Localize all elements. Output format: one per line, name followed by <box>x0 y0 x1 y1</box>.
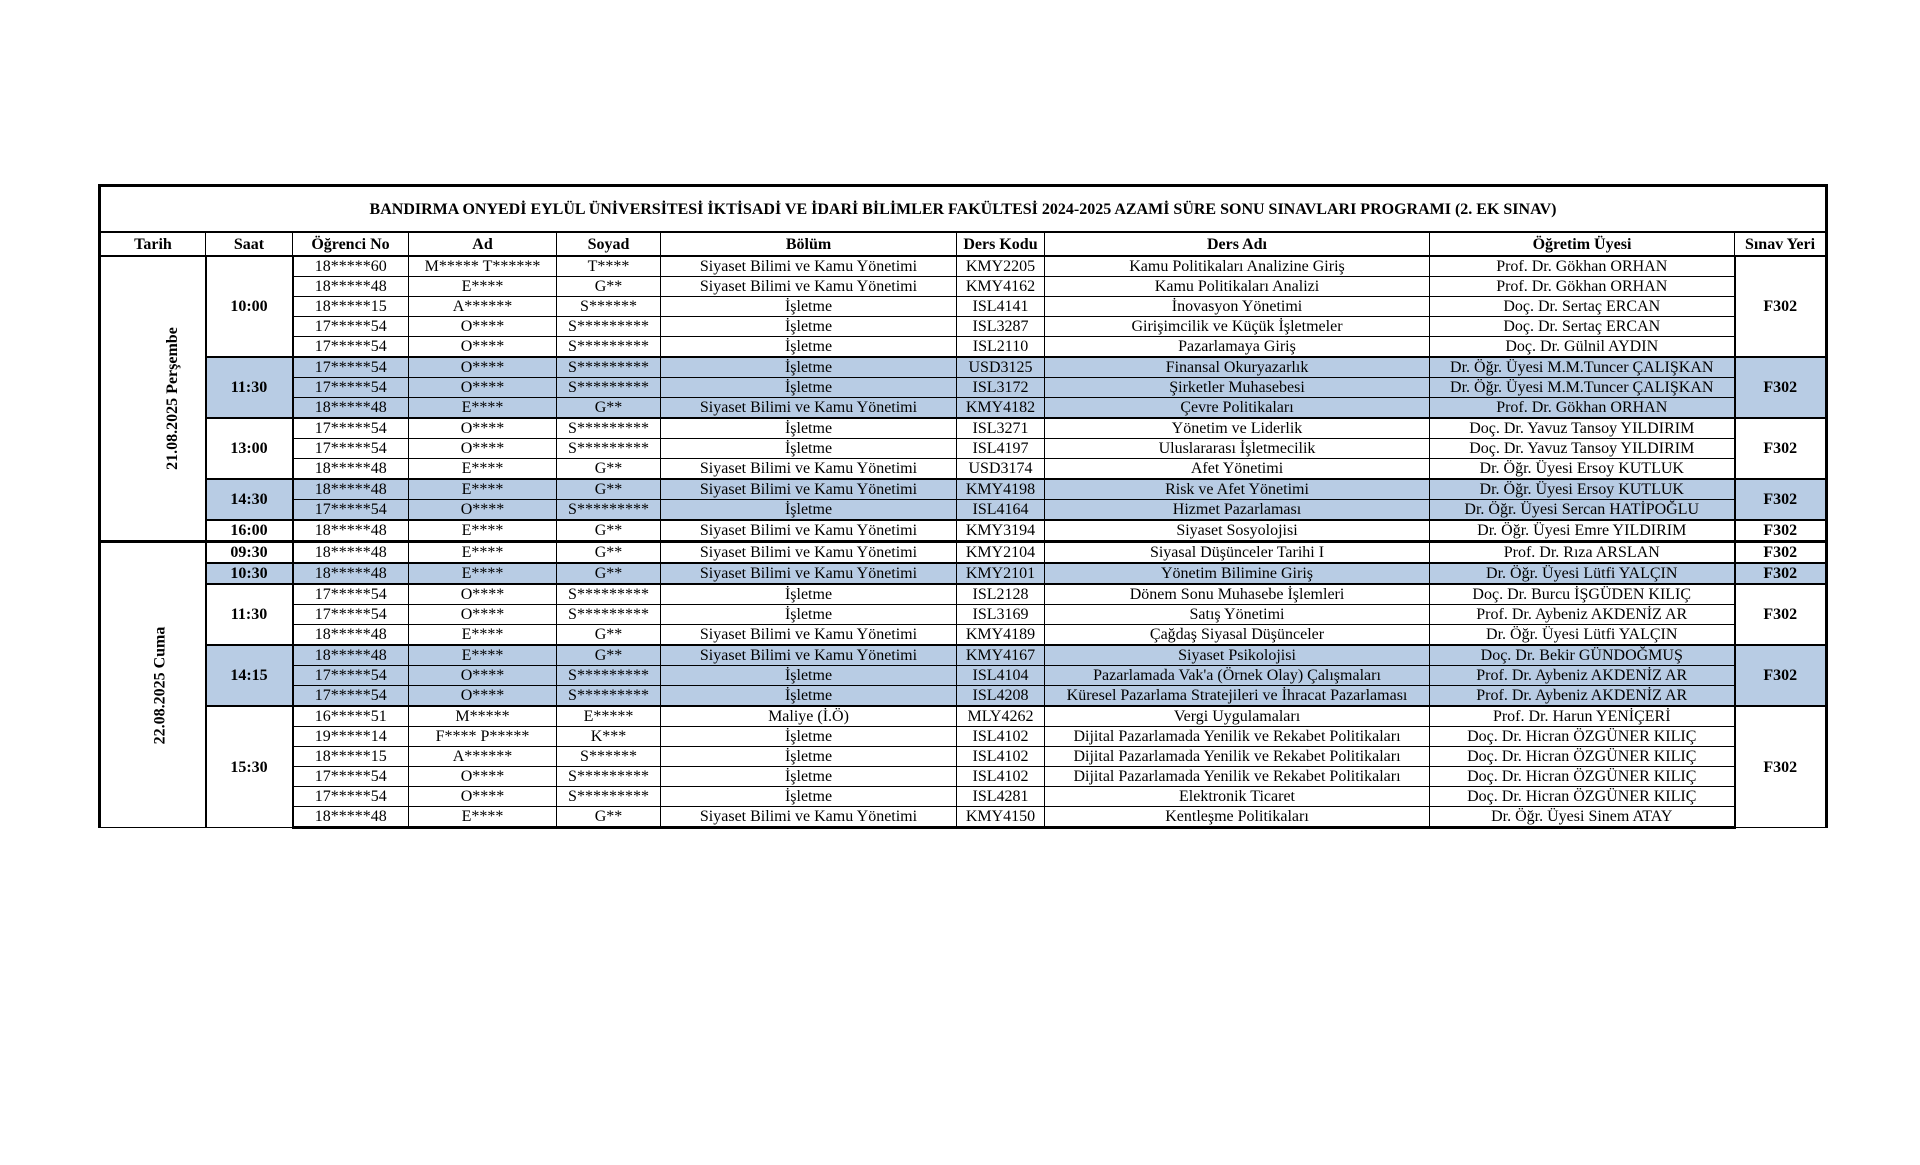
department: İşletme <box>661 297 957 317</box>
exam-room: F302 <box>1735 256 1827 357</box>
last-name: S********* <box>557 605 661 625</box>
student-no: 17*****54 <box>293 584 409 605</box>
student-no: 17*****54 <box>293 418 409 439</box>
department: İşletme <box>661 787 957 807</box>
table-row <box>100 706 1827 727</box>
table-row <box>100 625 1827 646</box>
instructor: Doç. Dr. Bekir GÜNDOĞMUŞ <box>1430 645 1735 666</box>
table-row <box>100 256 1827 277</box>
first-name: O**** <box>409 378 557 398</box>
department: İşletme <box>661 418 957 439</box>
last-name: G** <box>557 520 661 542</box>
student-no: 17*****54 <box>293 337 409 358</box>
header-ders-adi: Ders Adı <box>1045 232 1430 256</box>
table-row <box>100 584 1827 605</box>
course-name: Vergi Uygulamaları <box>1045 706 1430 727</box>
first-name: O**** <box>409 337 557 358</box>
exam-room: F302 <box>1735 706 1827 828</box>
table-row <box>100 520 1827 542</box>
first-name: F**** P***** <box>409 727 557 747</box>
instructor: Prof. Dr. Gökhan ORHAN <box>1430 256 1735 277</box>
instructor: Doç. Dr. Sertaç ERCAN <box>1430 297 1735 317</box>
exam-date <box>100 256 206 542</box>
header-ad: Ad <box>409 232 557 256</box>
header-ogretim-uyesi: Öğretim Üyesi <box>1430 232 1735 256</box>
student-no: 18*****48 <box>293 645 409 666</box>
instructor: Dr. Öğr. Üyesi Lütfi YALÇIN <box>1430 625 1735 646</box>
student-no: 17*****54 <box>293 500 409 521</box>
header-saat: Saat <box>206 232 293 256</box>
last-name: G** <box>557 625 661 646</box>
last-name: S********* <box>557 357 661 378</box>
course-name: Kamu Politikaları Analizi <box>1045 277 1430 297</box>
first-name: O**** <box>409 317 557 337</box>
student-no: 18*****48 <box>293 520 409 542</box>
instructor: Dr. Öğr. Üyesi M.M.Tuncer ÇALIŞKAN <box>1430 357 1735 378</box>
last-name: G** <box>557 459 661 480</box>
table-row <box>100 686 1827 707</box>
course-code: KMY4162 <box>957 277 1045 297</box>
exam-room: F302 <box>1735 645 1827 706</box>
student-no: 16*****51 <box>293 706 409 727</box>
instructor: Doç. Dr. Yavuz Tansoy YILDIRIM <box>1430 439 1735 459</box>
student-no: 17*****54 <box>293 439 409 459</box>
course-code: KMY4198 <box>957 479 1045 500</box>
course-name: Çağdaş Siyasal Düşünceler <box>1045 625 1430 646</box>
student-no: 18*****48 <box>293 542 409 564</box>
course-name: Siyaset Psikolojisi <box>1045 645 1430 666</box>
course-name: Finansal Okuryazarlık <box>1045 357 1430 378</box>
exam-time: 15:30 <box>206 706 293 828</box>
student-no: 18*****48 <box>293 459 409 480</box>
department: Siyaset Bilimi ve Kamu Yönetimi <box>661 645 957 666</box>
last-name: E***** <box>557 706 661 727</box>
exam-room: F302 <box>1735 542 1827 564</box>
table-row <box>100 337 1827 358</box>
instructor: Dr. Öğr. Üyesi Ersoy KUTLUK <box>1430 459 1735 480</box>
last-name: S********* <box>557 686 661 707</box>
department: İşletme <box>661 317 957 337</box>
student-no: 18*****48 <box>293 398 409 419</box>
exam-room: F302 <box>1735 584 1827 645</box>
table-row <box>100 439 1827 459</box>
instructor: Doç. Dr. Hicran ÖZGÜNER KILIÇ <box>1430 767 1735 787</box>
department: Siyaset Bilimi ve Kamu Yönetimi <box>661 459 957 480</box>
exam-time: 09:30 <box>206 542 293 564</box>
instructor: Doç. Dr. Gülnil AYDIN <box>1430 337 1735 358</box>
student-no: 18*****48 <box>293 479 409 500</box>
first-name: E**** <box>409 479 557 500</box>
course-code: ISL3271 <box>957 418 1045 439</box>
first-name: E**** <box>409 459 557 480</box>
first-name: E**** <box>409 625 557 646</box>
department: Siyaset Bilimi ve Kamu Yönetimi <box>661 563 957 584</box>
last-name: S********* <box>557 378 661 398</box>
student-no: 17*****54 <box>293 605 409 625</box>
last-name: S********* <box>557 666 661 686</box>
course-name: Çevre Politikaları <box>1045 398 1430 419</box>
exam-schedule-sheet <box>98 184 1825 829</box>
department: Siyaset Bilimi ve Kamu Yönetimi <box>661 625 957 646</box>
last-name: T**** <box>557 256 661 277</box>
department: İşletme <box>661 500 957 521</box>
department: İşletme <box>661 439 957 459</box>
course-code: KMY4182 <box>957 398 1045 419</box>
first-name: E**** <box>409 807 557 828</box>
last-name: S********* <box>557 500 661 521</box>
header-bolum: Bölüm <box>661 232 957 256</box>
course-name: Pazarlamaya Giriş <box>1045 337 1430 358</box>
course-name: Pazarlamada Vak'a (Örnek Olay) Çalışmaları <box>1045 666 1430 686</box>
department: İşletme <box>661 747 957 767</box>
header-soyad: Soyad <box>557 232 661 256</box>
last-name: G** <box>557 398 661 419</box>
last-name: S********* <box>557 418 661 439</box>
instructor: Prof. Dr. Gökhan ORHAN <box>1430 398 1735 419</box>
exam-time: 10:30 <box>206 563 293 584</box>
exam-room: F302 <box>1735 418 1827 479</box>
first-name: O**** <box>409 500 557 521</box>
student-no: 17*****54 <box>293 686 409 707</box>
course-code: KMY2101 <box>957 563 1045 584</box>
exam-time: 11:30 <box>206 584 293 645</box>
exam-date-label: 21.08.2025 Perşembe <box>163 327 181 470</box>
last-name: G** <box>557 277 661 297</box>
student-no: 19*****14 <box>293 727 409 747</box>
department: İşletme <box>661 767 957 787</box>
first-name: O**** <box>409 418 557 439</box>
department: Maliye (İ.Ö) <box>661 706 957 727</box>
first-name: O**** <box>409 439 557 459</box>
course-code: KMY2205 <box>957 256 1045 277</box>
student-no: 18*****48 <box>293 563 409 584</box>
department: Siyaset Bilimi ve Kamu Yönetimi <box>661 479 957 500</box>
table-row <box>100 398 1827 419</box>
department: Siyaset Bilimi ve Kamu Yönetimi <box>661 807 957 828</box>
course-code: KMY4167 <box>957 645 1045 666</box>
course-name: Siyasal Düşünceler Tarihi I <box>1045 542 1430 564</box>
instructor: Dr. Öğr. Üyesi Ersoy KUTLUK <box>1430 479 1735 500</box>
student-no: 18*****15 <box>293 747 409 767</box>
course-code: KMY2104 <box>957 542 1045 564</box>
course-code: ISL3169 <box>957 605 1045 625</box>
instructor: Doç. Dr. Hicran ÖZGÜNER KILIÇ <box>1430 747 1735 767</box>
department: İşletme <box>661 666 957 686</box>
course-code: KMY4189 <box>957 625 1045 646</box>
student-no: 18*****15 <box>293 297 409 317</box>
table-row <box>100 787 1827 807</box>
first-name: E**** <box>409 563 557 584</box>
exam-time: 10:00 <box>206 256 293 357</box>
exam-room: F302 <box>1735 357 1827 418</box>
course-name: Dijital Pazarlamada Yenilik ve Rekabet Politikaları <box>1045 747 1430 767</box>
student-no: 17*****54 <box>293 357 409 378</box>
table-row <box>100 563 1827 584</box>
first-name: M***** T****** <box>409 256 557 277</box>
instructor: Dr. Öğr. Üyesi M.M.Tuncer ÇALIŞKAN <box>1430 378 1735 398</box>
course-name: Yönetim ve Liderlik <box>1045 418 1430 439</box>
instructor: Prof. Dr. Rıza ARSLAN <box>1430 542 1735 564</box>
student-no: 18*****48 <box>293 807 409 828</box>
first-name: M***** <box>409 706 557 727</box>
course-name: İnovasyon Yönetimi <box>1045 297 1430 317</box>
last-name: S****** <box>557 297 661 317</box>
exam-time: 11:30 <box>206 357 293 418</box>
instructor: Prof. Dr. Aybeniz AKDENİZ AR <box>1430 666 1735 686</box>
exam-time: 14:30 <box>206 479 293 520</box>
table-row <box>100 542 1827 564</box>
course-name: Risk ve Afet Yönetimi <box>1045 479 1430 500</box>
course-code: ISL4104 <box>957 666 1045 686</box>
instructor: Prof. Dr. Aybeniz AKDENİZ AR <box>1430 686 1735 707</box>
instructor: Dr. Öğr. Üyesi Lütfi YALÇIN <box>1430 563 1735 584</box>
table-row <box>100 418 1827 439</box>
instructor: Dr. Öğr. Üyesi Sinem ATAY <box>1430 807 1735 828</box>
last-name: K*** <box>557 727 661 747</box>
first-name: E**** <box>409 542 557 564</box>
table-row <box>100 297 1827 317</box>
student-no: 17*****54 <box>293 666 409 686</box>
instructor: Doç. Dr. Yavuz Tansoy YILDIRIM <box>1430 418 1735 439</box>
schedule-body <box>100 256 1827 828</box>
table-row <box>100 378 1827 398</box>
exam-schedule-table <box>98 184 1828 829</box>
last-name: G** <box>557 807 661 828</box>
table-row <box>100 645 1827 666</box>
course-code: ISL4141 <box>957 297 1045 317</box>
department: İşletme <box>661 357 957 378</box>
course-code: ISL4208 <box>957 686 1045 707</box>
last-name: G** <box>557 542 661 564</box>
last-name: S********* <box>557 767 661 787</box>
last-name: S********* <box>557 787 661 807</box>
student-no: 17*****54 <box>293 767 409 787</box>
student-no: 18*****60 <box>293 256 409 277</box>
course-code: ISL4164 <box>957 500 1045 521</box>
course-code: ISL4281 <box>957 787 1045 807</box>
course-code: ISL3172 <box>957 378 1045 398</box>
exam-room: F302 <box>1735 479 1827 520</box>
course-name: Dönem Sonu Muhasebe İşlemleri <box>1045 584 1430 605</box>
last-name: S****** <box>557 747 661 767</box>
course-code: ISL4102 <box>957 727 1045 747</box>
student-no: 18*****48 <box>293 277 409 297</box>
instructor: Prof. Dr. Aybeniz AKDENİZ AR <box>1430 605 1735 625</box>
table-row <box>100 500 1827 521</box>
course-code: ISL4102 <box>957 747 1045 767</box>
course-code: MLY4262 <box>957 706 1045 727</box>
course-name: Uluslararası İşletmecilik <box>1045 439 1430 459</box>
first-name: O**** <box>409 357 557 378</box>
instructor: Doç. Dr. Sertaç ERCAN <box>1430 317 1735 337</box>
department: Siyaset Bilimi ve Kamu Yönetimi <box>661 520 957 542</box>
last-name: G** <box>557 563 661 584</box>
table-row <box>100 747 1827 767</box>
first-name: E**** <box>409 645 557 666</box>
header-ogrenci-no: Öğrenci No <box>293 232 409 256</box>
department: İşletme <box>661 378 957 398</box>
course-code: USD3125 <box>957 357 1045 378</box>
first-name: A****** <box>409 297 557 317</box>
table-row <box>100 767 1827 787</box>
instructor: Doç. Dr. Burcu İŞGÜDEN KILIÇ <box>1430 584 1735 605</box>
exam-date-label: 22.08.2025 Cuma <box>151 626 169 744</box>
department: İşletme <box>661 686 957 707</box>
instructor: Doç. Dr. Hicran ÖZGÜNER KILIÇ <box>1430 727 1735 747</box>
last-name: G** <box>557 479 661 500</box>
last-name: G** <box>557 645 661 666</box>
exam-time: 13:00 <box>206 418 293 479</box>
first-name: O**** <box>409 605 557 625</box>
course-code: ISL3287 <box>957 317 1045 337</box>
table-row <box>100 277 1827 297</box>
table-row <box>100 357 1827 378</box>
course-name: Elektronik Ticaret <box>1045 787 1430 807</box>
first-name: A****** <box>409 747 557 767</box>
header-ders-kodu: Ders Kodu <box>957 232 1045 256</box>
last-name: S********* <box>557 584 661 605</box>
course-code: ISL4102 <box>957 767 1045 787</box>
exam-time: 14:15 <box>206 645 293 706</box>
course-name: Satış Yönetimi <box>1045 605 1430 625</box>
exam-time: 16:00 <box>206 520 293 542</box>
department: Siyaset Bilimi ve Kamu Yönetimi <box>661 398 957 419</box>
first-name: O**** <box>409 686 557 707</box>
table-row <box>100 666 1827 686</box>
course-code: ISL2110 <box>957 337 1045 358</box>
student-no: 17*****54 <box>293 317 409 337</box>
course-name: Şirketler Muhasebesi <box>1045 378 1430 398</box>
exam-room: F302 <box>1735 520 1827 542</box>
header-sinav-yeri: Sınav Yeri <box>1735 232 1827 256</box>
course-name: Dijital Pazarlamada Yenilik ve Rekabet Politikaları <box>1045 727 1430 747</box>
instructor: Prof. Dr. Gökhan ORHAN <box>1430 277 1735 297</box>
student-no: 18*****48 <box>293 625 409 646</box>
table-row <box>100 479 1827 500</box>
department: Siyaset Bilimi ve Kamu Yönetimi <box>661 542 957 564</box>
course-name: Siyaset Sosyolojisi <box>1045 520 1430 542</box>
department: Siyaset Bilimi ve Kamu Yönetimi <box>661 256 957 277</box>
course-code: USD3174 <box>957 459 1045 480</box>
first-name: E**** <box>409 398 557 419</box>
first-name: E**** <box>409 277 557 297</box>
course-name: Girişimcilik ve Küçük İşletmeler <box>1045 317 1430 337</box>
last-name: S********* <box>557 439 661 459</box>
instructor: Dr. Öğr. Üyesi Emre YILDIRIM <box>1430 520 1735 542</box>
first-name: O**** <box>409 666 557 686</box>
first-name: O**** <box>409 767 557 787</box>
course-code: KMY4150 <box>957 807 1045 828</box>
department: İşletme <box>661 584 957 605</box>
course-name: Afet Yönetimi <box>1045 459 1430 480</box>
course-code: ISL4197 <box>957 439 1045 459</box>
department: İşletme <box>661 605 957 625</box>
department: İşletme <box>661 727 957 747</box>
instructor: Prof. Dr. Harun YENİÇERİ <box>1430 706 1735 727</box>
course-name: Hizmet Pazarlaması <box>1045 500 1430 521</box>
table-row <box>100 727 1827 747</box>
exam-room: F302 <box>1735 563 1827 584</box>
department: Siyaset Bilimi ve Kamu Yönetimi <box>661 277 957 297</box>
course-name: Kentleşme Politikaları <box>1045 807 1430 828</box>
last-name: S********* <box>557 337 661 358</box>
course-name: Dijital Pazarlamada Yenilik ve Rekabet Politikaları <box>1045 767 1430 787</box>
first-name: O**** <box>409 584 557 605</box>
table-row <box>100 605 1827 625</box>
header-tarih: Tarih <box>100 232 206 256</box>
course-name: Yönetim Bilimine Giriş <box>1045 563 1430 584</box>
last-name: S********* <box>557 317 661 337</box>
department: İşletme <box>661 337 957 358</box>
course-name: Kamu Politikaları Analizine Giriş <box>1045 256 1430 277</box>
schedule-title: BANDIRMA ONYEDİ EYLÜL ÜNİVERSİTESİ İKTİSADİ VE İDARİ BİLİMLER FAKÜLTESİ 2024-2025 AZAMİ SÜRE SONU SINAVLARI PROGRAMI (2. EK SINAV) <box>100 186 1827 233</box>
student-no: 17*****54 <box>293 378 409 398</box>
header-row <box>100 232 1827 256</box>
first-name: E**** <box>409 520 557 542</box>
table-row <box>100 317 1827 337</box>
table-row <box>100 807 1827 828</box>
course-code: KMY3194 <box>957 520 1045 542</box>
instructor: Doç. Dr. Hicran ÖZGÜNER KILIÇ <box>1430 787 1735 807</box>
student-no: 17*****54 <box>293 787 409 807</box>
course-name: Küresel Pazarlama Stratejileri ve İhracat Pazarlaması <box>1045 686 1430 707</box>
course-code: ISL2128 <box>957 584 1045 605</box>
instructor: Dr. Öğr. Üyesi Sercan HATİPOĞLU <box>1430 500 1735 521</box>
first-name: O**** <box>409 787 557 807</box>
exam-date <box>100 542 206 828</box>
table-row <box>100 459 1827 480</box>
